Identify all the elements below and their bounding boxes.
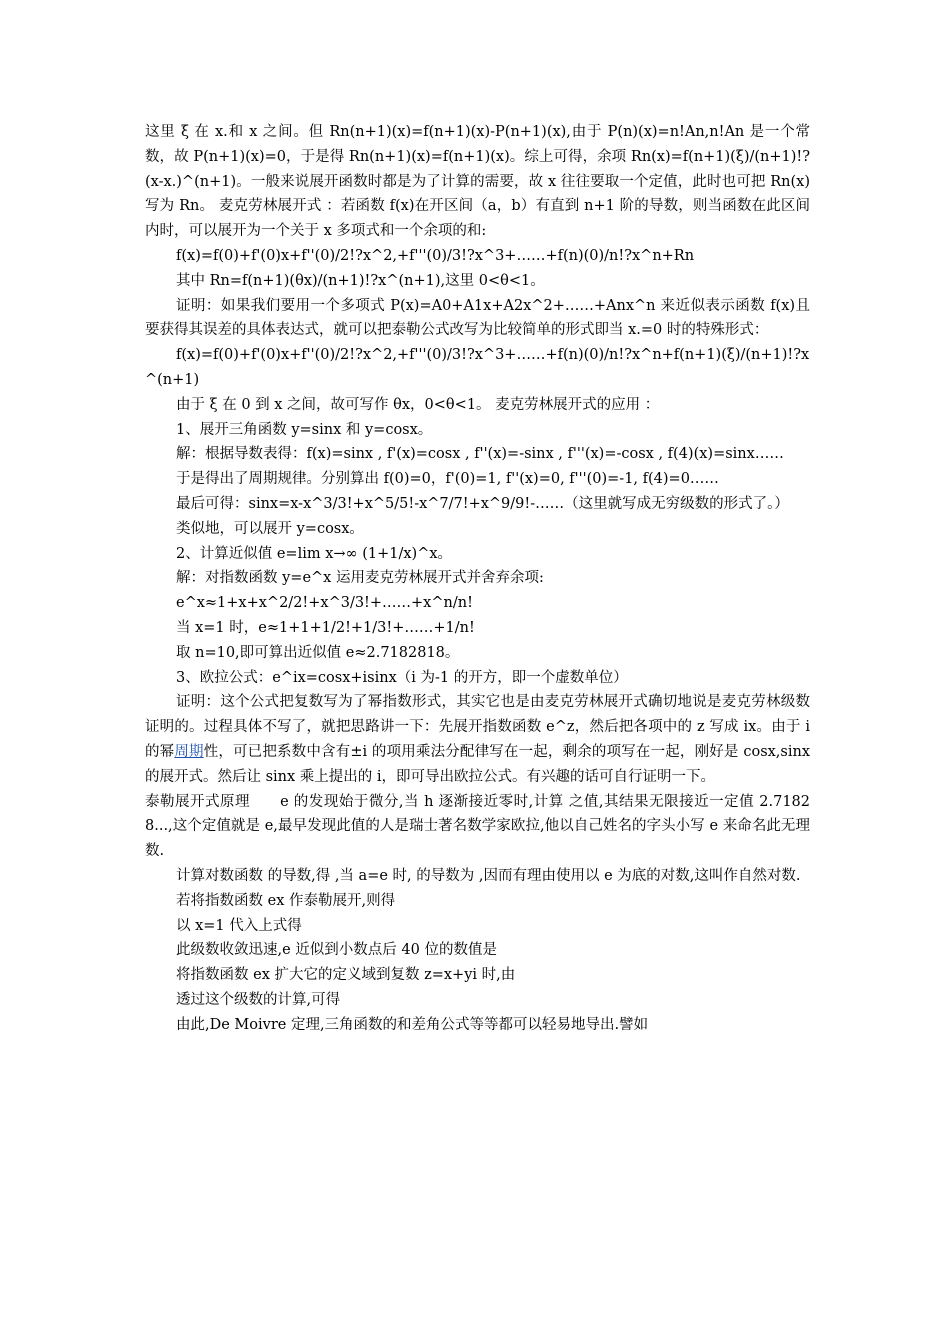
- document-body: [145, 120, 810, 1037]
- paragraph-xi-range: 由于 ξ 在 0 到 x 之间，故可写作 θx，0<θ<1。 麦克劳林展开式的应用 ：: [176, 396, 660, 413]
- formula-maclaurin-series: f(x)=f(0)+f'(0)x+f''(0)/2!?x^2,+f'''(0)/3!?x^3+……+f(n)(0)/n!?x^n+Rn: [176, 247, 695, 264]
- formula-sinx-series: 最后可得：sinx=x-x^3/3!+x^5/5!-x^7/7!+x^9/9!-……（这里就写成无穷级数的形式了。）: [176, 495, 789, 512]
- paragraph-substitute-x1: 以 x=1 代入上式得: [176, 917, 302, 934]
- paragraph-euler-proof: [145, 690, 810, 789]
- paragraph-series-converge: 此级数收敛迅速,e 近似到小数点后 40 位的数值是: [176, 942, 497, 959]
- paragraph-derivatives: 解：根据导数表得：f(x)=sinx , f'(x)=cosx , f''(x)=-sinx , f'''(x)=-cosx , f(4)(x)=sinx……: [176, 446, 784, 463]
- paragraph-proof-intro: 证明：如果我们要用一个多项式 P(x)=A0+A1x+A2x^2+……+Anx^n 来近似表示函数 f(x)且要获得其误差的具体表达式，就可以把泰勒公式改写为比较简单的形式即当 x.=0 时的特殊形式：: [145, 297, 810, 339]
- paragraph-complex-domain: 将指数函数 ex 扩大它的定义域到复数 z=x+yi 时,由: [176, 967, 516, 984]
- paragraph-de-moivre: 由此,De Moivre 定理,三角函数的和差角公式等等都可以轻易地导出.譬如: [176, 1016, 649, 1033]
- paragraph-exp-solution: 解：对指数函数 y=e^x 运用麦克劳林展开式并舍弃余项:: [176, 570, 544, 587]
- formula-e-approx: 当 x=1 时，e≈1+1+1/2!+1/3!+……+1/n!: [176, 619, 475, 636]
- paragraph-remainder-definition: 其中 Rn=f(n+1)(θx)/(n+1)!?x^(n+1),这里 0<θ<1。: [176, 272, 545, 289]
- paragraph-e-value: 取 n=10,即可算出近似值 e≈2.7182818。: [176, 644, 460, 661]
- formula-maclaurin-with-remainder: f(x)=f(0)+f'(0)x+f''(0)/2!?x^2,+f'''(0)/3!?x^3+……+f(n)(0)/n!?x^n+f(n+1)(ξ)/(n+1)!?x^(n+1): [145, 347, 810, 388]
- paragraph-log-derivative: 计算对数函数 的导数,得 ,当 a=e 时, 的导数为 ,因而有理由使用以 e 为底的对数,这叫作自然对数.: [176, 867, 801, 884]
- paragraph-taylor-principle: 泰勒展开式原理 e 的发现始于微分,当 h 逐渐接近零时,计算 之值,其结果无限接近一定值 2.71828...,这个定值就是 e,最早发现此值的人是瑞士著名数学家欧拉,他以自己姓名的字头小写 e 来命名此无理数.: [145, 793, 810, 860]
- euler-proof-text-before: 证明：这个公式把复数写为了幂指数形式，其实它也是由麦克劳林展开式确切地说是麦克劳林级数证明的。过程具体不写了，就把思路讲一下：先展开指数函数 e^z，然后把各项中的 z 写成 ix。由于 i 的幂: [145, 694, 810, 760]
- heading-example-1: 1、展开三角函数 y=sinx 和 y=cosx。: [176, 421, 433, 438]
- euler-proof-text-after: 性，可已把系数中含有±i 的项用乘法分配律写在一起，剩余的项写在一起，刚好是 cosx,sinx 的展开式。然后让 sinx 乘上提出的 i，即可导出欧拉公式。有兴趣的话可自行证明一下。: [145, 743, 811, 785]
- paragraph-exp-taylor: 若将指数函数 ex 作泰勒展开,则得: [176, 892, 396, 909]
- paragraph-remainder-derivation: 这里 ξ 在 x.和 x 之间。但 Rn(n+1)(x)=f(n+1)(x)-P(n+1)(x),由于 P(n)(x)=n!An,n!An 是一个常数，故 P(n+1)(x)=0，于是得 Rn(n+1)(x)=f(n+1)(x)。综上可得，余项 Rn(x)=f(n+1)(ξ)/(n+1)!?(x-x.)^(n+1)。一般来说展开函数时都是为了计算的需要，故 x 往往要取一个定值，此时也可把 Rn(x)写为 Rn。 麦克劳林展开式 ：若函数 f(x)在开区间（a，b）有直到 n+1 阶的导数，则当函数在此区间内时，可以展开为一个关于 x 多项式和一个余项的和:: [145, 124, 810, 240]
- period-link[interactable]: 周期: [174, 743, 204, 760]
- heading-example-3: 3、欧拉公式：e^ix=cosx+isinx（i 为-1 的开方，即一个虚数单位）: [176, 669, 628, 686]
- paragraph-cosx: 类似地，可以展开 y=cosx。: [176, 520, 364, 537]
- paragraph-series-calc: 透过这个级数的计算,可得: [176, 991, 341, 1008]
- paragraph-period-law: 于是得出了周期规律。分别算出 f(0)=0，f'(0)=1, f''(x)=0, f'''(0)=-1, f(4)=0……: [176, 471, 719, 488]
- formula-exp-series: e^x≈1+x+x^2/2!+x^3/3!+……+x^n/n!: [176, 595, 473, 612]
- heading-example-2: 2、计算近似值 e=lim x→∞ (1+1/x)^x。: [176, 545, 453, 562]
